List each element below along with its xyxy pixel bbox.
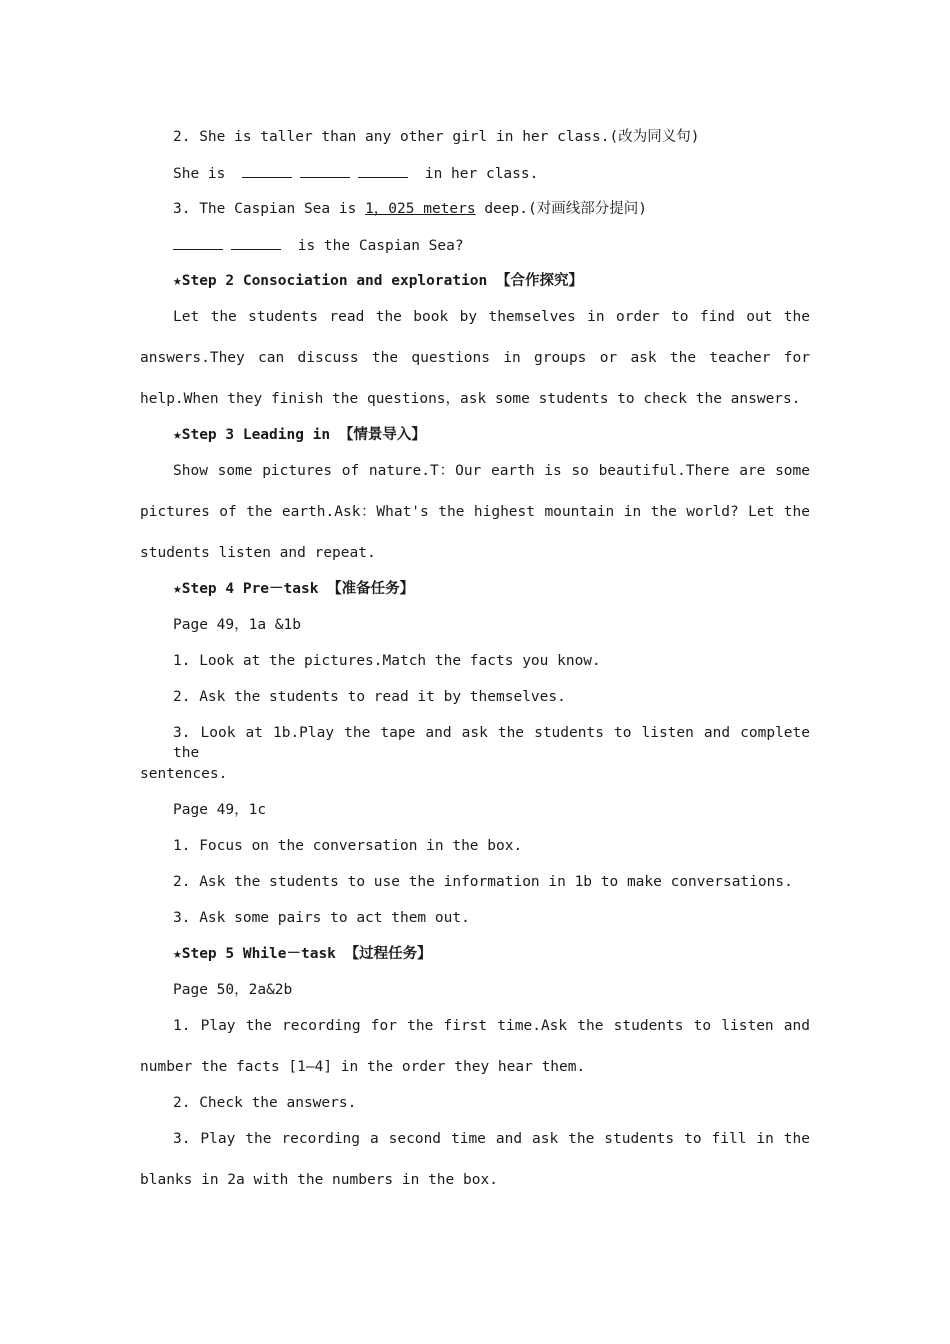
question-3-prefix: 3. The Caspian Sea is <box>173 201 357 217</box>
list-item: 1. Focus on the conversation in the box. <box>173 838 523 854</box>
step-5-heading: ★Step 5 While－task 【过程任务】 <box>173 946 432 962</box>
list-item: 1. Play the recording for the first time.Ask the students to listen and <box>173 1018 810 1034</box>
list-item: 3. Look at 1b.Play the tape and ask the students to listen and complete the <box>173 725 810 761</box>
question-2: 2. She is taller than any other girl in her class.(改为同义句) <box>173 129 700 145</box>
blank[interactable] <box>173 235 223 250</box>
page-reference: Page 50，2a&2b <box>173 982 293 998</box>
list-item-continuation: sentences. <box>140 766 228 782</box>
list-item-continuation: number the facts [1—4] in the order they hear them. <box>140 1059 586 1075</box>
step-4-heading: ★Step 4 Pre－task 【准备任务】 <box>173 581 415 597</box>
list-item: 2. Ask the students to use the information in 1b to make conversations. <box>173 874 793 890</box>
page-reference: Page 49，1a &1b <box>173 617 301 633</box>
step-2-heading: ★Step 2 Consociation and exploration 【合作探究】 <box>173 273 583 289</box>
question-3 <box>173 199 647 219</box>
underlined-phrase: 1，025 meters <box>365 201 476 217</box>
answer-prefix: She is <box>173 166 226 182</box>
page-reference: Page 49，1c <box>173 802 267 818</box>
step-3-paragraph-line: students listen and repeat. <box>140 545 376 561</box>
blank[interactable] <box>242 163 292 178</box>
blank[interactable] <box>300 163 350 178</box>
step-2-paragraph-line: Let the students read the book by themselves in order to find out the <box>173 309 810 325</box>
question-3-answer-line <box>173 235 464 256</box>
list-item-continuation: blanks in 2a with the numbers in the box. <box>140 1172 498 1188</box>
list-item: 2. Check the answers. <box>173 1095 357 1111</box>
list-item: 3. Ask some pairs to act them out. <box>173 910 470 926</box>
step-3-heading: ★Step 3 Leading in 【情景导入】 <box>173 427 426 443</box>
list-item: 2. Ask the students to read it by themselves. <box>173 689 566 705</box>
blank[interactable] <box>358 163 408 178</box>
step-3-paragraph-line: Show some pictures of nature.T：Our earth is so beautiful.There are some <box>173 463 810 479</box>
question-3-suffix: deep.(对画线部分提问) <box>484 201 647 217</box>
list-item: 1. Look at the pictures.Match the facts you know. <box>173 653 601 669</box>
list-item: 3. Play the recording a second time and ask the students to fill in the <box>173 1131 810 1147</box>
step-2-paragraph-line: help.When they finish the questions，ask some students to check the answers. <box>140 391 801 407</box>
question-2-answer-line <box>173 163 538 184</box>
step-2-paragraph-line: answers.They can discuss the questions in groups or ask the teacher for <box>140 350 810 366</box>
answer-suffix: in her class. <box>424 166 539 182</box>
step-3-paragraph-line: pictures of the earth.Ask：What's the highest mountain in the world? Let the <box>140 504 810 520</box>
answer-suffix: is the Caspian Sea? <box>297 238 464 254</box>
blank[interactable] <box>231 235 281 250</box>
